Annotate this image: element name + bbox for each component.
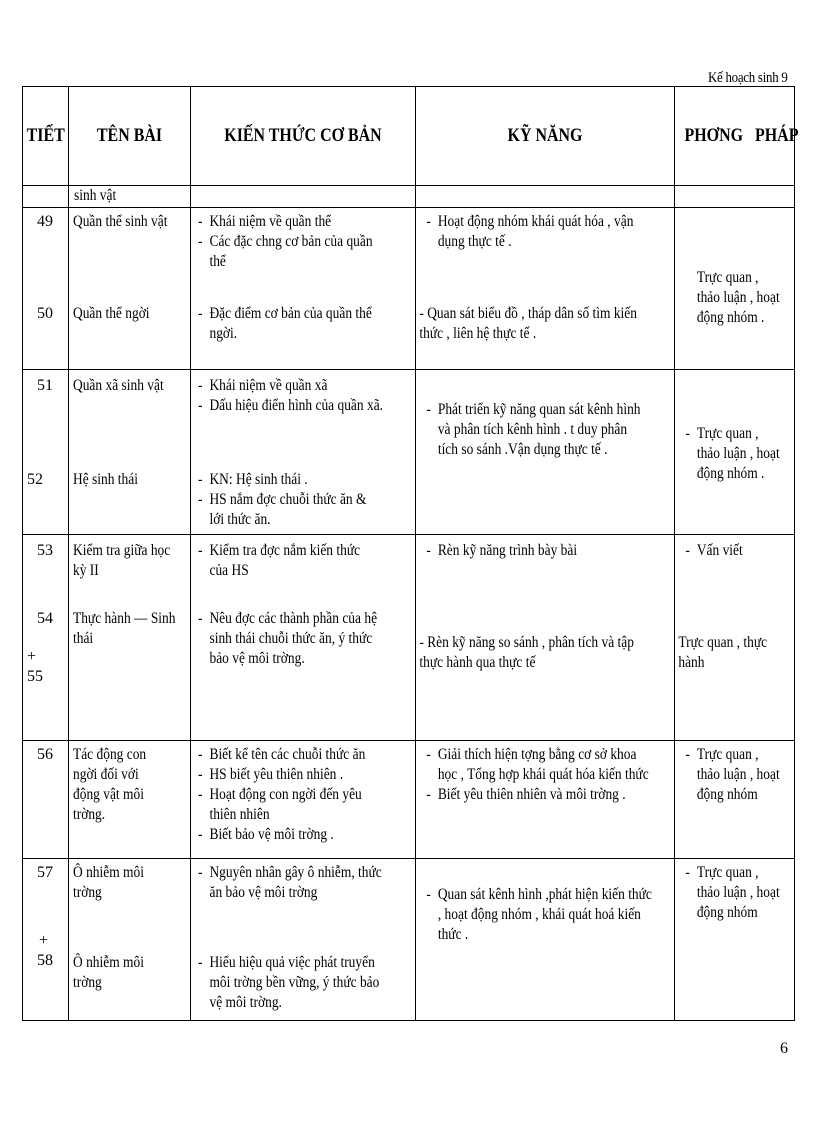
list-item: - Kiểm tra đợc nắm kiến thức của HS [197,542,361,579]
list-item: - Các đặc chng cơ bản của quần thể [197,233,373,270]
list-item: - Rèn kỹ năng so sánh , phân tích và tập thực hành qua thực tế [419,634,634,671]
col-header-kien-thuc: KIẾN THỨC CƠ BẢN [191,87,416,186]
list-item: - Trực quan , thảo luận , hoạt động nhóm [685,864,780,921]
tiet-number: 52 [27,471,43,488]
list-item: - Khái niệm về quần thể [197,213,332,230]
col-header-tiet: TIẾT [23,87,69,186]
phuong-phap-text: Trực quan , thực hành [678,634,768,671]
ten-bai-text: Quần xã sinh vật [73,377,164,394]
col-header-ten-bai: TÊN BÀI [69,87,191,186]
tiet-number: 58 [37,952,53,969]
ten-bai-text: Thực hành — Sinh thái [73,610,176,647]
tiet-number: 50 [37,305,53,322]
list-item: - Giải thích hiện tợng bằng cơ sở khoa học , Tổng hợp khái quát hóa kiến thức [426,746,649,783]
list-item: - Quan sát biểu đồ , tháp dân số tìm kiến thức , liên hệ thực tế . [419,305,637,342]
list-item: - Biết bảo vệ môi trờng . [197,826,334,843]
ten-bai-text: Kiểm tra giữa học kỳ II [73,542,171,579]
table-row [23,208,795,370]
running-head: Kế hoạch sinh 9 [708,70,788,86]
tiet-number: 53 [37,542,53,559]
phuong-phap-text: Trực quan , thảo luận , hoạt động nhóm . [696,269,780,326]
tiet-plus: + [39,932,49,949]
list-item: - Nêu đợc các thành phần của hệ sinh thái chuỗi thức ăn, ý thức bảo vệ môi trờng. [197,610,378,667]
tiet-number: 54 [37,610,53,627]
table-row [23,370,795,535]
ten-bai-text: Quần thể ngời [73,305,150,322]
list-item: - Quan sát kênh hình ,phát hiện kiến thức , hoạt động nhóm , khái quát hoá kiến thức . [426,886,652,943]
ten-bai-text: sinh vật [74,187,117,204]
list-item: - HS biết yêu thiên nhiên . [197,766,344,783]
col-header-ky-nang: KỸ NĂNG [416,87,675,186]
table-row [23,535,795,741]
tiet-number: 55 [27,668,43,685]
list-item: - Hoạt động nhóm khái quát hóa , vận dụng thực tế . [426,213,634,250]
list-item: - Rèn kỹ năng trình bày bài [426,542,578,559]
tiet-number: 56 [37,746,53,763]
list-item: - Nguyên nhân gây ô nhiễm, thức ăn bảo vệ môi trờng [197,864,382,901]
list-item: - Trực quan , thảo luận , hoạt động nhóm [685,746,780,803]
list-item: - HS nắm đợc chuỗi thức ăn & lới thức ăn. [197,491,367,528]
lesson-plan-table [22,86,799,1021]
table-row [23,741,795,859]
tiet-number: 51 [37,377,53,394]
tiet-number: 57 [37,864,53,881]
list-item: - Vấn viết [685,542,743,559]
list-item: - Biết kể tên các chuỗi thức ăn [197,746,366,763]
ten-bai-text: Quần thể sinh vật [73,213,168,230]
ten-bai-text: Hệ sinh thái [73,471,138,488]
list-item: - Khái niệm về quần xã [197,377,328,394]
tiet-plus: + [27,648,37,665]
table-header-row [23,87,795,186]
list-item: - KN: Hệ sinh thái . [197,471,308,488]
table-row [23,859,795,1021]
list-item: - Phát triển kỹ năng quan sát kênh hình và phân tích kênh hình . t duy phân tích so sánh .Vận dụng thực tế . [426,401,641,458]
ten-bai-text: Ô nhiễm môi trờng [73,954,144,991]
col-header-phuong-phap: PHƠNG PHÁP [675,87,795,186]
list-item: - Biết yêu thiên nhiên và môi trờng . [426,786,626,803]
list-item: - Dấu hiệu điển hình của quần xã. [197,397,384,414]
ten-bai-text: Tác động con ngời đối với động vật môi trờng. [73,746,147,823]
page-number: 6 [780,1040,788,1057]
ten-bai-text: Ô nhiễm môi trờng [73,864,144,901]
table-row [23,186,795,208]
tiet-number: 49 [37,213,53,230]
list-item: - Trực quan , thảo luận , hoạt động nhóm . [685,425,780,482]
list-item: - Hiểu hiệu quả việc phát truyển môi trờng bền vững, ý thức bảo vệ môi trờng. [197,954,380,1011]
list-item: - Đặc điểm cơ bản của quần thể ngời. [197,305,372,342]
list-item: - Hoạt động con ngời đến yêu thiên nhiên [197,786,362,823]
